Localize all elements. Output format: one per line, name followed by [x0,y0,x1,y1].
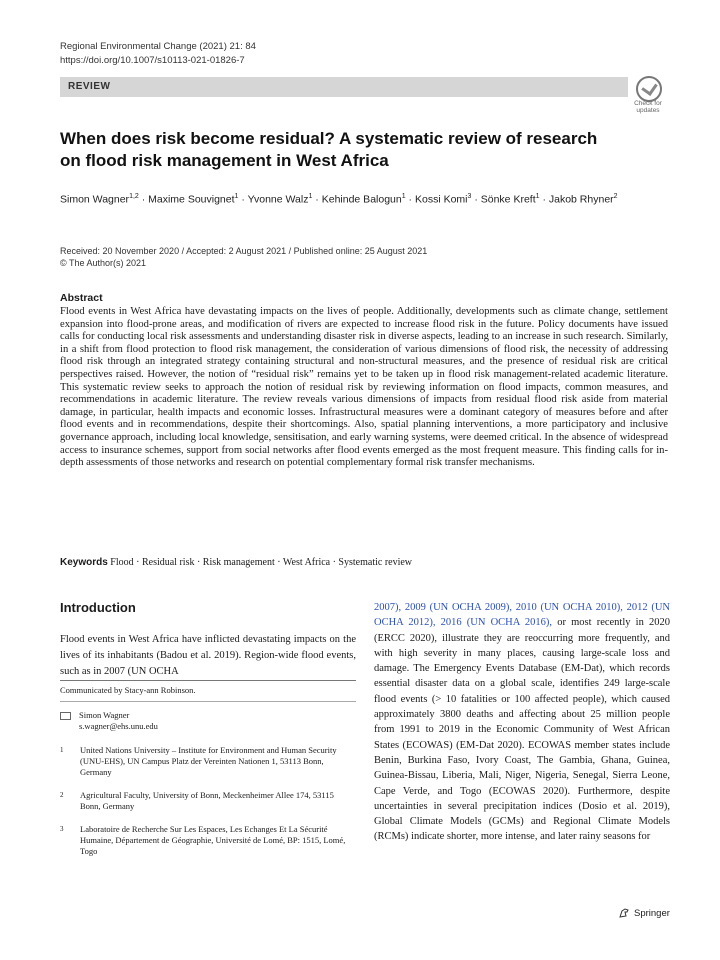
author-affiliation-sup: 1 [401,193,406,200]
corresponding-name: Simon Wagner [79,710,130,720]
check-for-updates-badge[interactable] [630,76,666,118]
journal-citation: Regional Environmental Change (2021) 21: 84 [60,41,256,52]
abstract-text: Flood events in West Africa have devastating impacts on the lives of people. Additionally, developments such as climate change, settlement expansion into flood-prone areas, and modification of rivers are expected to increase flood risk in the future. Policy documents have issued calls for conducting local risk assessments and understanding disaster risk in diverse aspects, leading to an increase in such research. Similarly, in a shift from flood protection to flood risk management, the consideration of various dimensions of flood risk, the necessity of addressing flood risk through an integrated strategy containing structural and non-structural measures, and the presence of residual risk are critical perspectives raised. However, the notion of “residual risk” remains yet to be taken up in flood risk management-related academic literature. This systematic review seeks to approach the notion of residual risk by reviewing information on flood impacts, common measures, and recommendations in academic literature. The review reveals various dimensions of impacts from residual flood risk aside from material damage, in particular, health impacts and economic losses. Infrastructural measures were a dominant category of measures before and after flood events and in recommendations, despite their shortcomings. Also, spatial planning interventions, a more participatory and inclusive governance approach, including local knowledge, sensitisation, and early warning systems, were deemed critical. In the absence of widespread access to insurance schemes, support from social networks after flood events emerged as the most frequent measure. This finding calls for in-depth assessments of those networks and research on potential complementary formal risk transfer mechanisms. [60,306,668,469]
affiliation-1 [60,745,356,778]
author-list: Simon Wagner$^{1,2}$ · Maxime Souvignet$^1$ · Yvonne Walz$^1$ · Kehinde Balogun$^1$ · Kossi Komi$^3$ · Sönke Kreft$^1$ · Jakob Rhyner$^2$ [60,193,618,206]
author-affiliation-sup: 1 [308,193,313,200]
introduction-right-column [374,600,670,845]
copyright-line: © The Author(s) 2021 [60,258,147,268]
corresponding-email[interactable]: s.wagner@ehs.unu.edu [79,721,158,731]
check-icon [636,76,662,102]
author-name[interactable]: Kehinde Balogun [321,193,402,206]
dates-line: Received: 20 November 2020 / Accepted: 2 August 2021 / Published online: 25 August 2021 [60,246,428,256]
keywords [60,557,670,568]
corresponding-author [60,710,356,732]
author-affiliation-sup: 3 [467,193,472,200]
affiliation-text: Laboratoire de Recherche Sur Les Espaces, Les Echanges Et La Sécurité Humaine, Département de Géographie, Université de Lomé, BP: 1515, Lomé, Togo [80,824,346,856]
footnote-divider [60,680,356,681]
springer-horse-icon [618,907,630,919]
author-name[interactable]: Jakob Rhyner [548,193,614,206]
keywords-items: Flood · Residual risk · Risk management · West Africa · Systematic review [110,557,413,568]
check-updates-line1: Check for [634,100,662,107]
citation-links[interactable]: 2007), 2009 (UN OCHA 2009), 2010 (UN OCHA 2010), 2012 (UN OCHA 2012), 2016 (UN OCHA 2016), [374,602,670,629]
author-affiliation-sup: 1 [535,193,540,200]
paper-title: When does risk become residual? A systematic review of research on flood risk management in West Africa [60,129,598,170]
introduction-left-column: Flood events in West Africa have inflicted devastating impacts on the lives of its inhabitants (Badou et al. 2019). Region-wide flood events, such as in 2007 (UN OCHA [60,634,356,677]
author-name[interactable]: Maxime Souvignet [148,193,235,206]
communicated-by: Communicated by Stacy-ann Robinson. [60,685,196,695]
affiliation-text: United Nations University – Institute for Environment and Human Security (UNU-EHS), UN Campus Platz der Vereinten Nationen 1, 53113 Bonn, Germany [80,745,337,777]
author-name[interactable]: Simon Wagner [60,193,130,206]
author-name[interactable]: Sönke Kreft [480,193,536,206]
author-name[interactable]: Yvonne Walz [247,193,309,206]
introduction-heading: Introduction [60,600,136,615]
journal-header [60,40,256,68]
publisher-logo [618,907,670,919]
affiliation-number: 1 [60,746,64,754]
keywords-label: Keywords [60,557,108,568]
publisher-name: Springer [634,907,670,919]
author-affiliation-sup: 1,2 [129,193,139,200]
footnote-divider-secondary [60,701,356,702]
body-text: or most recently in 2020 (ERCC 2020), illustrate they are reoccurring more frequently, and with high severity in many places, causing large-scale loss and damage. The Emergency Events Database (EM-Dat), which records essential disaster data on a global scale, identifies 249 large-scale flood events (> 10 fatalities or 100 affected people), which caused approximately 3800 deaths and affecting about 25 million people from 1991 to 2019 in the Economic Community of West African States (ECOWAS) (EM-Dat 2020). ECOWAS member states include Benin, Burkina Faso, Ivory Coast, The Gambia, Ghana, Guinea, Guinea-Bissau, Liberia, Mali, Niger, Nigeria, Senegal, Sierra Leone, Cape Verde, and Togo (ECOWAS 2020). Furthermore, despite uncertainties in several precipitation indices (Dosio et al. 2019), Global Climate Models (GCMs) and Regional Climate Models (RCMs) indicate shorter, more intense, and later rainy seasons for [374,617,671,843]
mail-icon [60,712,71,720]
article-type-label: REVIEW [68,81,111,92]
article-type-band [60,77,628,97]
abstract-heading: Abstract [60,292,103,304]
affiliation-number: 3 [60,825,64,833]
doi-link[interactable]: https://doi.org/10.1007/s10113-021-01826-7 [60,55,245,66]
check-updates-line2: updates [636,107,660,114]
author-name[interactable]: Kossi Komi [414,193,468,206]
author-affiliation-sup: 2 [613,193,618,200]
affiliation-text: Agricultural Faculty, University of Bonn, Meckenheimer Allee 174, 53115 Bonn, Germany [80,790,334,811]
affiliation-number: 2 [60,791,64,799]
affiliation-3 [60,824,356,857]
author-affiliation-sup: 1 [234,193,239,200]
affiliation-2 [60,790,356,812]
publication-dates [60,245,427,269]
